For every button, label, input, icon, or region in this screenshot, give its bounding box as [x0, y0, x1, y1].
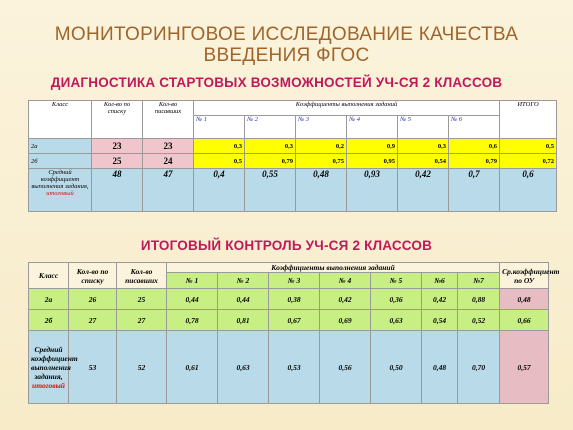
header-total: Ср.коэффициент по ОУ: [500, 263, 549, 289]
table-row: [29, 154, 557, 169]
header-total: ИТОГО: [500, 101, 557, 139]
table-row: [29, 289, 549, 310]
average-label-final: итоговый: [46, 190, 74, 197]
row-value: 0,2: [296, 139, 347, 154]
row-klass: 2б: [29, 154, 92, 169]
average-label-text: Средний коэффициент выполнения задания,: [31, 344, 78, 381]
average-writing: 52: [117, 331, 167, 404]
average-row: [29, 169, 557, 212]
row-value: 0,52: [458, 310, 500, 331]
section1-heading: ДИАГНОСТИКА СТАРТОВЫХ ВОЗМОЖНОСТЕЙ УЧ-СЯ 2 КЛАССОВ: [50, 75, 503, 90]
row-writing: 27: [117, 310, 167, 331]
row-value: 0,54: [422, 310, 458, 331]
table-row: [29, 310, 549, 331]
row-value: 0,95: [347, 154, 398, 169]
row-value: 0,63: [371, 310, 422, 331]
average-value: 0,61: [167, 331, 218, 404]
average-value: 0,70: [458, 331, 500, 404]
average-value: 0,55: [245, 169, 296, 212]
section2-heading: ИТОГОВЫЙ КОНТРОЛЬ УЧ-СЯ 2 КЛАССОВ: [140, 238, 433, 253]
average-label: [29, 331, 78, 404]
average-total: 0,6: [500, 169, 557, 212]
row-total: 0,66: [500, 310, 549, 331]
row-value: 0,6: [449, 139, 500, 154]
average-row: [29, 331, 549, 404]
row-total: 0,5: [500, 139, 557, 154]
table-header-row: [29, 101, 557, 116]
row-value: 0,38: [269, 289, 320, 310]
row-value: 0,44: [167, 289, 218, 310]
average-listed: 48: [92, 169, 143, 212]
header-coef: Коэффициенты выполнения заданий: [194, 101, 500, 116]
row-value: 0,42: [320, 289, 371, 310]
average-value: 0,7: [449, 169, 500, 212]
row-total: 0,72: [500, 154, 557, 169]
task-header: № 3: [269, 273, 320, 289]
row-klass: 2б: [29, 310, 69, 331]
average-listed: 53: [69, 331, 117, 404]
average-value: 0,53: [269, 331, 320, 404]
average-value: 0,48: [422, 331, 458, 404]
header-listed: Кол-во по списку: [69, 263, 117, 289]
final-control-table: [28, 262, 560, 404]
slide-title-line2: ВВЕДЕНИЯ ФГОС: [203, 45, 370, 66]
row-value: 0,78: [167, 310, 218, 331]
row-value: 0,88: [458, 289, 500, 310]
header-klass: Класс: [29, 263, 69, 289]
average-value: 0,50: [371, 331, 422, 404]
row-value: 0,3: [245, 139, 296, 154]
task-header: № 1: [167, 273, 218, 289]
table-header-row: [29, 263, 549, 273]
row-writing: 23: [143, 139, 194, 154]
header-listed: Кол-во по списку: [92, 101, 143, 139]
task-header: № 5: [371, 273, 422, 289]
average-value: 0,56: [320, 331, 371, 404]
average-label-final: итоговый: [32, 380, 65, 390]
task-header: № 3: [296, 116, 347, 139]
row-value: 0,54: [398, 154, 449, 169]
row-value: 0,69: [320, 310, 371, 331]
average-label: [29, 169, 92, 212]
row-value: 0,36: [371, 289, 422, 310]
row-value: 0,81: [218, 310, 269, 331]
start-diagnostics-table: [28, 100, 557, 212]
header-coef: Коэффициенты выполнения заданий: [167, 263, 500, 273]
average-total: 0,57: [500, 331, 549, 404]
row-value: 0,44: [218, 289, 269, 310]
average-value: 0,42: [398, 169, 449, 212]
header-writing: Кол-во писавших: [143, 101, 194, 139]
task-header: № 1: [194, 116, 245, 139]
task-header: №7: [458, 273, 500, 289]
header-klass: Класс: [29, 101, 92, 139]
row-value: 0,67: [269, 310, 320, 331]
table-row: [29, 139, 557, 154]
row-value: 0,75: [296, 154, 347, 169]
row-listed: 27: [69, 310, 117, 331]
task-header: № 6: [449, 116, 500, 139]
row-listed: 23: [92, 139, 143, 154]
row-klass: 2а: [29, 139, 92, 154]
task-header: № 2: [218, 273, 269, 289]
row-writing: 24: [143, 154, 194, 169]
average-value: 0,93: [347, 169, 398, 212]
row-value: 0,9: [347, 139, 398, 154]
average-value: 0,63: [218, 331, 269, 404]
row-value: 0,79: [245, 154, 296, 169]
average-label-text: Средний коэффициент выполнения задания,: [31, 169, 89, 190]
row-value: 0,42: [422, 289, 458, 310]
task-header: № 2: [245, 116, 296, 139]
header-writing: Кол-во писавших: [117, 263, 167, 289]
row-value: 0,5: [194, 154, 245, 169]
row-total: 0,48: [500, 289, 549, 310]
average-writing: 47: [143, 169, 194, 212]
average-value: 0,48: [296, 169, 347, 212]
task-header: № 5: [398, 116, 449, 139]
task-header: № 4: [320, 273, 371, 289]
row-klass: 2а: [29, 289, 69, 310]
row-value: 0,79: [449, 154, 500, 169]
average-value: 0,4: [194, 169, 245, 212]
row-writing: 25: [117, 289, 167, 310]
row-value: 0,3: [398, 139, 449, 154]
slide-title-line1: МОНИТОРИНГОВОЕ ИССЛЕДОВАНИЕ КАЧЕСТВА: [54, 24, 519, 45]
row-listed: 25: [92, 154, 143, 169]
task-header: №6: [422, 273, 458, 289]
row-listed: 26: [69, 289, 117, 310]
row-value: 0,3: [194, 139, 245, 154]
task-header: № 4: [347, 116, 398, 139]
